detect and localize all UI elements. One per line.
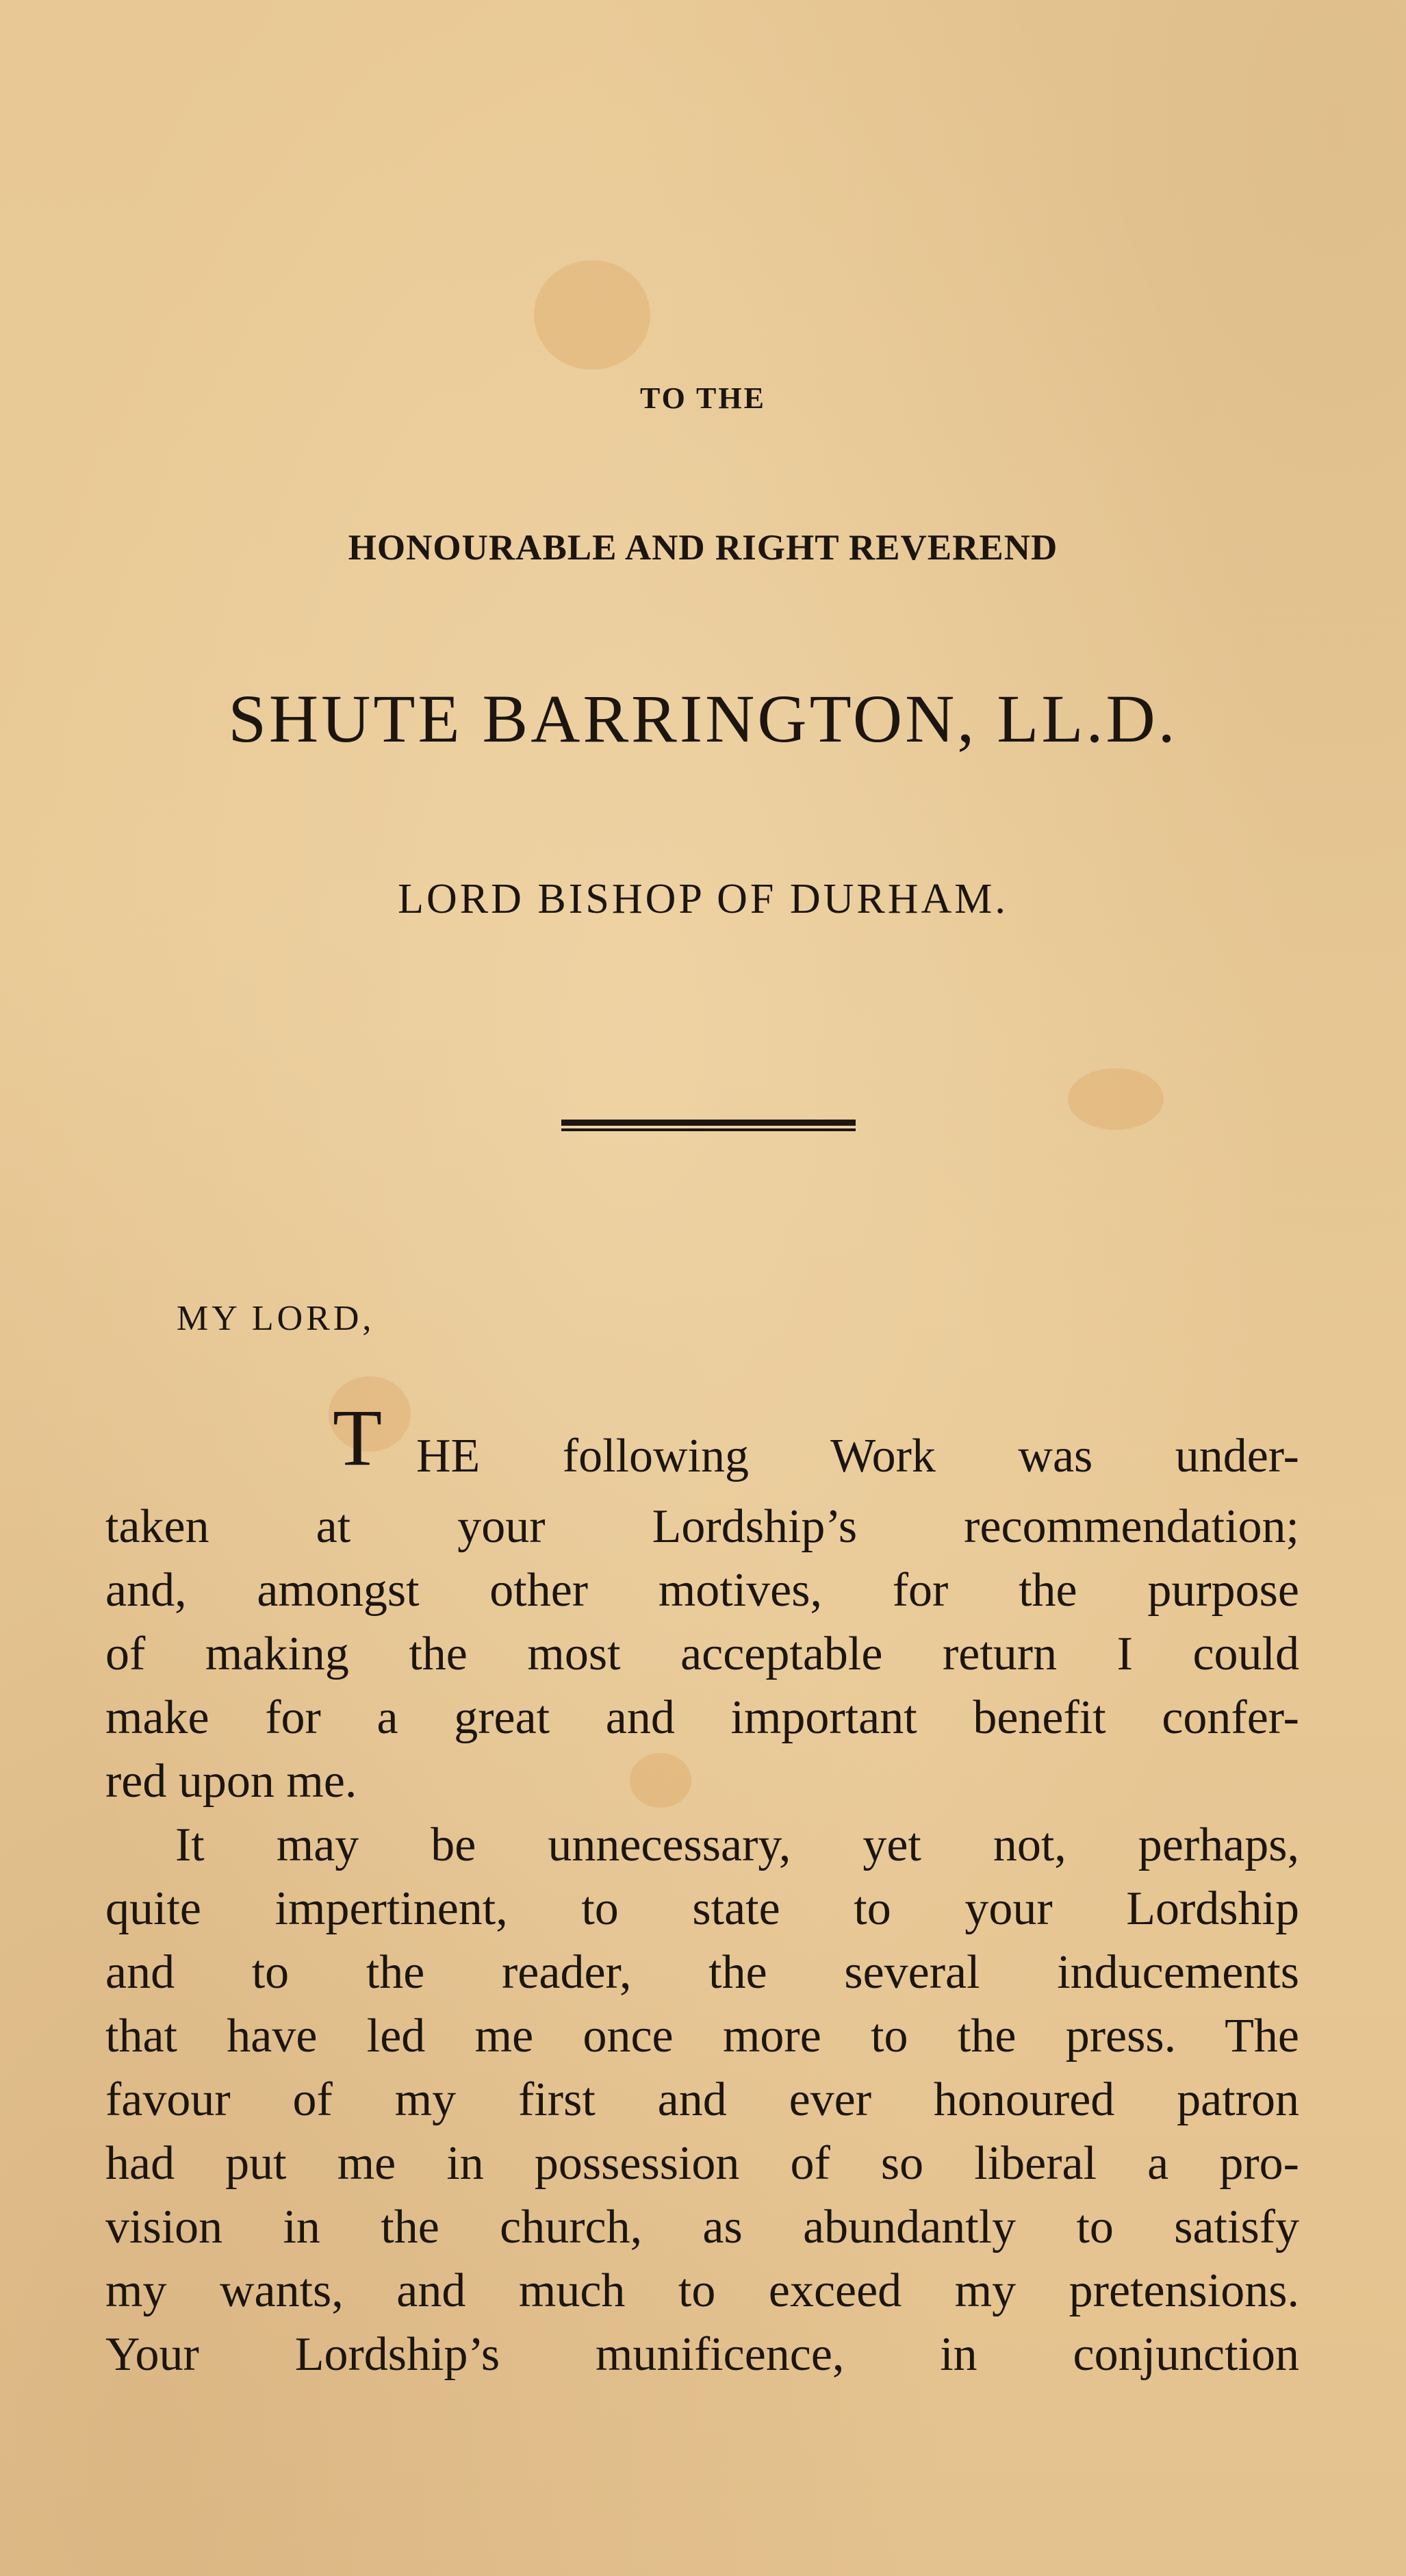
body-line: taken at your Lordship’s recommendation; [105,1500,1299,1553]
letter-salutation: MY LORD, [177,1299,375,1338]
body-line: and, amongst other motives, for the purpose [105,1564,1299,1617]
paper-stain [534,260,650,370]
body-line: and to the reader, the several inducements [105,1946,1299,1999]
body-line: Your Lordship’s munificence, in conjunction [105,2328,1299,2381]
body-line: HE following Work was under- [416,1430,1299,1482]
rule-thick-line [561,1120,856,1126]
body-line: of making the most acceptable return I could [105,1628,1299,1680]
dedicatee-office: LORD BISHOP OF DURHAM. [398,876,1008,922]
body-line: had put me in possession of so liberal a pro- [105,2137,1299,2190]
body-line: vision in the church, as abundantly to satisfy [105,2201,1299,2253]
body-line: quite impertinent, to state to your Lordship [105,1882,1299,1935]
body-line: favour of my first and ever honoured patron [105,2073,1299,2126]
body-line: that have led me once more to the press. The [105,2010,1299,2062]
dedication-to-the: TO THE [640,381,766,415]
body-line: my wants, and much to exceed my pretensions. [105,2264,1299,2317]
body-line: make for a great and important benefit confer- [105,1691,1299,1744]
rule-thin-line [561,1128,856,1131]
body-line: It may be unnecessary, yet not, perhaps, [175,1819,1299,1871]
paper-stain [1068,1068,1164,1130]
dedicatee-name: SHUTE BARRINGTON, LL.D. [228,681,1178,757]
drop-cap-letter: T [333,1393,383,1482]
ornamental-double-rule [561,1120,856,1135]
dedication-honorific: HONOURABLE AND RIGHT REVEREND [348,528,1058,568]
body-line: red upon me. [105,1755,357,1808]
